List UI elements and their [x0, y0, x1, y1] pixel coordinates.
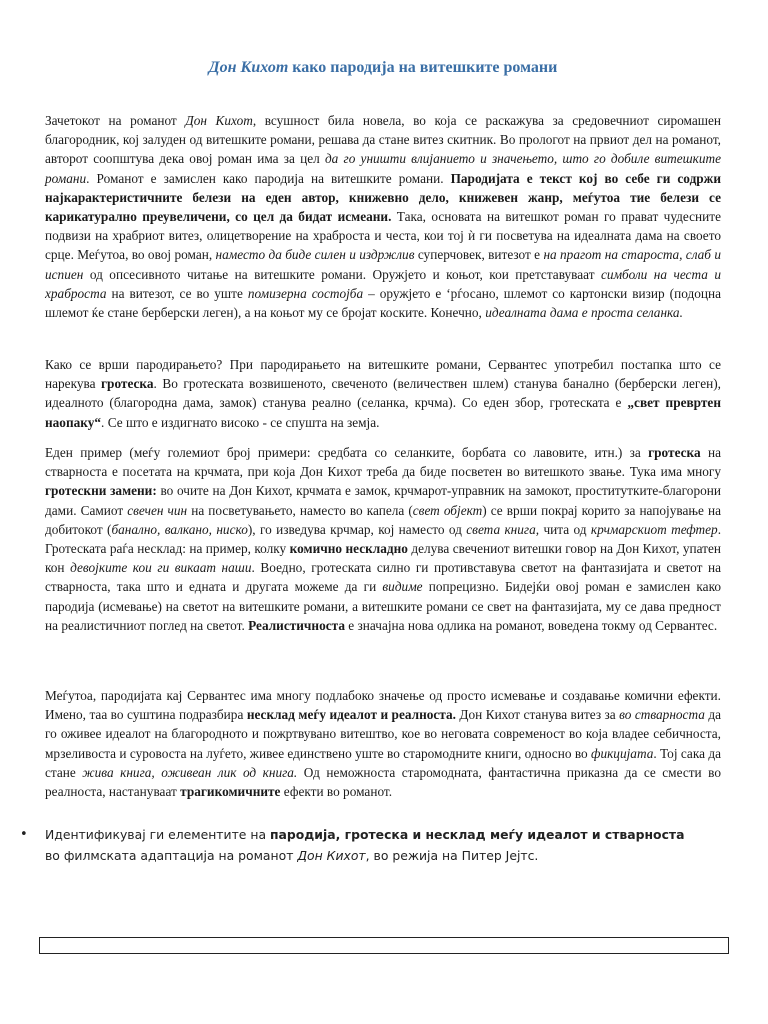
italic-run: света книга, — [466, 521, 540, 537]
bold-run: Реалистичноста — [248, 617, 345, 633]
text-run: . Тој сака да стане — [45, 745, 721, 780]
text-run: суперчовек, витезот е — [414, 247, 544, 263]
text-run: – оружјето е ‘рѓосано, шлемот со картонски визир (подоцна шлемот ќе стане берберски леген), а на коњот му се бројат коските. Конечно, — [45, 285, 722, 321]
text-run: на витезот, се во уште — [106, 285, 248, 301]
italic-run: идеалната дама е проста селанка. — [485, 305, 683, 321]
italic-run: свет објект — [412, 502, 483, 518]
bold-run: комично нескладно — [289, 541, 408, 557]
text-run: е значајна нова одлика на романот, воведена токму од Сервантес. — [344, 617, 718, 633]
text-run: Дон Кихот станува витез за — [455, 707, 620, 723]
text-run: на посветувањето, наместо во капела ( — [187, 502, 413, 518]
paragraph-discord — [45, 686, 721, 801]
title-italic: Дон Кихот — [208, 59, 289, 76]
paragraph-example — [45, 443, 721, 635]
text-run: да го оживее идеалот на благородното и пожртвувано витештво, кое во неговата современост во која владее себичноста, мрзеливоста и суровоста на луѓето, живее единствено уште во старомодните книги, односно во — [45, 707, 722, 761]
bullet-text — [45, 824, 685, 866]
text-run: . Воедно, гротескатa силно ги противставува светот на фантазијата и светот на стварноста, така што и едната и другата можеме да ги — [45, 560, 722, 595]
text-run: Така, основата на витешкот роман го прават чудесните подвизи на храбриот витез, олицетворение на храброста и честа, кои тој ѝ ги посветува на идеалната дама на своето срце. Меѓутоа, во овој роман, — [45, 209, 721, 263]
italic-run: во стварноста — [619, 707, 705, 723]
bold-run: несклад меѓу идеалот и реалноста. — [246, 707, 456, 723]
text-run: Зачетокот на романот — [45, 113, 186, 128]
text-run: ефекти во романот. — [280, 784, 393, 800]
text-run: Идентификувај ги елементите на — [45, 827, 270, 842]
italic-run: крчмарскиот тефтер — [590, 521, 718, 537]
text-run: од опсесивното читање на витешките романи. Оружјето и коњот, кои претставуваат — [83, 266, 602, 282]
text-run: Еден пример (меѓу големиот број примери: средбата со селанките, борбата со лавовите, итн.) за — [45, 445, 649, 460]
bold-run: „свет превртен наопаку“ — [45, 395, 721, 430]
italic-run: да го уништи влијанието и значењето, што го добиле витешките романи — [45, 151, 722, 186]
text-run: на стварноста е посетата на крчмата, при која Дон Кихот треба да биде посветен во витешкото звање. Тука има многу — [45, 445, 721, 480]
page-title — [45, 58, 721, 78]
title-rest: како пародија на витешките романи — [288, 59, 558, 76]
italic-run: на прагот на старостa, слаб и испиен — [45, 247, 721, 282]
paragraph-intro — [45, 111, 721, 322]
text-run: . Во гротеската возвишеното, свеченото (величествен шлем) станува банално (берберски леген), идеалното (благородна дама, замок) станува реално (селанка, крчма). Со еден збор, гротескатa е — [45, 376, 721, 411]
text-run: во филмската адаптација на романот — [45, 848, 298, 863]
paragraph-grotesque — [45, 355, 721, 432]
bold-run: пародија, гротеска и несклад меѓу идеалот и стварноста — [270, 827, 685, 842]
text-run: . Гротескатa раѓа несклад: на пример, колку — [45, 521, 722, 557]
text-run: чита од — [539, 521, 591, 537]
italic-run: симболи на честа и храброста — [45, 266, 721, 301]
text-run: попрецизно. Бидејќи овој роман е замислен како пародија (исмевање) на светот на витешките романи, а витешките романи се свет на фантазијата, му се дава предност на реалистичниот поглед на светот. — [45, 579, 722, 633]
bold-run: Пародијата е текст кој во себе ги содржи најкарактеристичните белези на еден автор, книжевно дело, книжевен жанр, меѓутоа тие белези се карикатурално преувеличени, со цел да бидат исмеани. — [45, 170, 721, 225]
italic-run: наместо да биде силен и издржлив — [215, 247, 415, 263]
bold-run: трагикомичните — [180, 784, 281, 800]
bold-run: гротеска — [648, 445, 701, 460]
italic-run: банално, валкано, ниско — [111, 521, 248, 537]
text-run: . Романот е замислен како пародија на витешките романи. — [86, 170, 451, 186]
italic-run: Дон Кихот — [297, 848, 366, 863]
answer-box[interactable] — [39, 937, 729, 954]
italic-run: видиме — [382, 579, 423, 595]
bold-run: гротескни замени: — [45, 483, 157, 499]
text-run: . Се што е издигнато високо - се спушта на земја. — [101, 414, 380, 430]
text-run: , во режија на Питер Јејтс. — [365, 848, 539, 863]
bold-run: гротеска — [101, 376, 154, 392]
italic-run: Дон Кихот — [185, 113, 253, 128]
italic-run: помизерна состојба — [247, 285, 364, 301]
text-run: Како се врши пародирањето? При пародирањето на витешките романи, Сервантес употребил постапка што се нарекува — [45, 357, 721, 392]
italic-run: свечен чин — [127, 502, 188, 518]
text-run: ), го изведува крчмар, кој наместо од — [247, 521, 467, 537]
text-run: делува свечениот витешки говор на Дон Кихот, упатен кон — [45, 541, 721, 576]
bullet-marker: • — [20, 827, 28, 842]
italic-run: жива книга, оживеан лик од книга. — [82, 764, 298, 780]
text-run: во очите на Дон Кихот, крчмата е замок, крчмарот-управник на замокот, проститутките-благорони дами. Самиот — [45, 483, 721, 518]
text-run: ) се врши покрај корито за напојување на добитокот ( — [45, 502, 722, 537]
text-run: Од неможноста старомодната, фантастична приказна да се смести во реалноста, настануваат — [45, 764, 721, 800]
text-run: Меѓутоа, пародијата кај Сервантес има многу подлабоко значење од просто исмевање и создавање комични ефекти. Имено, таа во суштина подразбира — [45, 688, 721, 723]
text-run: , всушност била новела, во која се раскажува за средовечниот сиромашен благородник, кој залуден од витешките романи, решава да стане витез скитник. Во прологот на првиот дел на романот, авторот соопштува дека овој роман има за цел — [45, 113, 721, 167]
italic-run: девојките кои ги викаат наши — [70, 560, 252, 576]
italic-run: фикцијата — [591, 745, 654, 761]
